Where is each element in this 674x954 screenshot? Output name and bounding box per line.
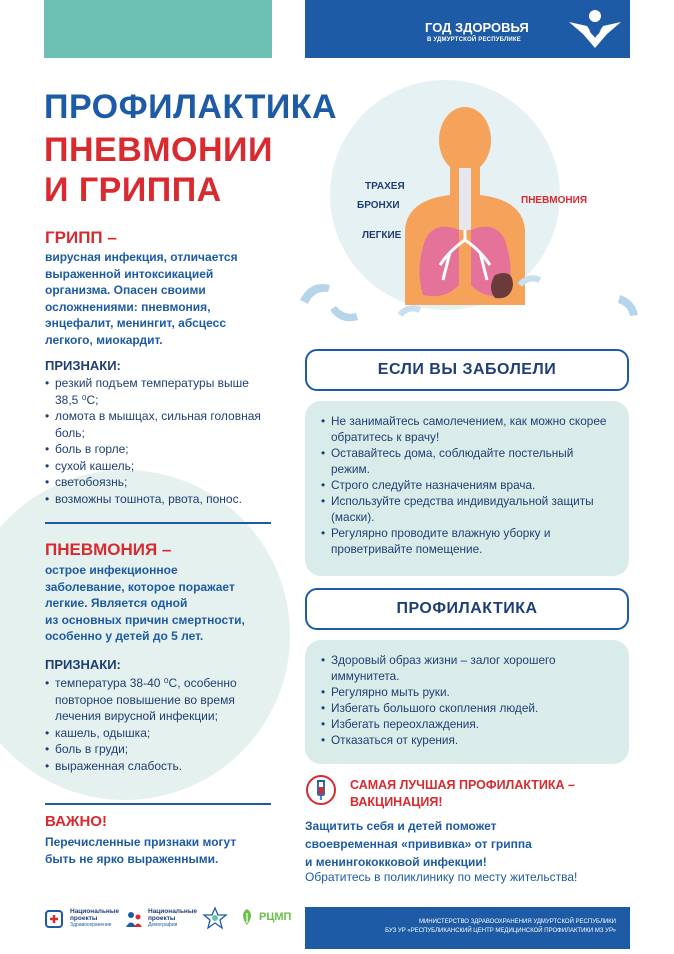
national-projects-health-logo [44, 908, 119, 929]
list-item: • Избегать большого скопления людей. [321, 700, 613, 716]
list-item: • температура 38-40 ⁰С, особенно повторное повышение во время лечения вирусной инфекции; [45, 675, 267, 725]
important-text-line: быть не ярко выраженными. [45, 851, 219, 866]
label-trachea: ТРАХЕЯ [365, 181, 405, 192]
pneumonia-signs-heading: ПРИЗНАКИ: [45, 657, 121, 672]
top-teal-bar [44, 0, 272, 58]
important-text [45, 834, 285, 867]
list-item: • кашель, одышка; [45, 725, 267, 742]
if-sick-list [321, 413, 613, 557]
if-sick-box [305, 401, 629, 576]
vaccination-heading [350, 777, 575, 811]
prevention-list [321, 652, 613, 748]
flu-description [45, 249, 285, 348]
page-title-line1: ПРОФИЛАКТИКА [44, 88, 338, 126]
list-item: • Регулярно проводите влажную уборку и проветривайте помещение. [321, 525, 613, 557]
list-item: • резкий подъем температуры выше 38,5 ⁰С; [45, 375, 270, 408]
list-item: • Регулярно мыть руки. [321, 684, 613, 700]
list-item: • Оставайтесь дома, соблюдайте постельный режим. [321, 445, 613, 477]
pneumonia-description-line: острое инфекционное [45, 563, 178, 577]
vaccination-text [305, 817, 635, 871]
flu-description-line: вирусная инфекция, отличается [45, 250, 238, 264]
vaccination-note: Обратитесь в поликлинику по месту жительства! [305, 870, 578, 884]
decorative-arc-shapes [290, 270, 650, 330]
list-item: • боль в груди; [45, 741, 267, 758]
vaccination-text-line: своевременная «прививка» от гриппа [305, 837, 532, 851]
list-item: • сухой кашель; [45, 458, 270, 475]
label-pneumonia: ПНЕВМОНИЯ [521, 195, 588, 206]
page-title-line2 [44, 130, 273, 210]
flu-signs-list [45, 375, 270, 507]
vaccination-text-line: и менингококковой инфекции! [305, 855, 487, 869]
footer-org-text [316, 918, 616, 936]
important-heading: ВАЖНО! [45, 813, 107, 830]
rcmp-logo-text: РЦМП [259, 911, 292, 923]
footer-org-line: МИНИСТЕРСТВО ЗДРАВООХРАНЕНИЯ УДМУРТСКОЙ РЕСПУБЛИКИ [418, 919, 616, 925]
page-title-line2-text: ПНЕВМОНИИ [44, 131, 273, 169]
logo-text-line: проекты [70, 915, 98, 922]
pneumonia-description-line: особенно у детей до 5 лет. [45, 629, 204, 643]
national-projects-demography-icon [124, 909, 144, 929]
label-lungs: ЛЕГКИЕ [362, 230, 402, 241]
list-item: • выраженная слабость. [45, 758, 267, 775]
list-item: • ломота в мышцах, сильная головная боль; [45, 408, 270, 441]
vaccination-heading-line1: САМАЯ ЛУЧШАЯ ПРОФИЛАКТИКА – [350, 778, 575, 792]
flu-signs-heading: ПРИЗНАКИ: [45, 358, 121, 373]
vaccine-syringe-icon [305, 774, 337, 806]
flu-description-line: осложнениями: пневмония, [45, 299, 211, 314]
year-subtitle: В УДМУРТСКОЙ РЕСПУБЛИКЕ [427, 37, 521, 43]
rcmp-logo [238, 908, 291, 926]
list-item: • Не занимайтесь самолечением, как можно скорее обратитесь к врачу! [321, 413, 613, 445]
list-item: • Здоровый образ жизни – залог хорошего иммунитета. [321, 652, 613, 684]
list-item: • светобоязнь; [45, 474, 270, 491]
national-projects-demography-text [148, 908, 197, 929]
prevention-box [305, 640, 629, 764]
list-item: • Избегать переохлаждения. [321, 716, 613, 732]
label-bronchi: БРОНХИ [357, 200, 400, 211]
pneumonia-description-line: из основных причин смертности, [45, 612, 245, 627]
flu-heading: ГРИПП – [45, 228, 117, 247]
logo-text-line: проекты [148, 915, 176, 922]
list-item: • Отказаться от курения. [321, 732, 613, 748]
flu-description-line: энцефалит, менингит, абсцесс [45, 316, 227, 330]
page-title-line3-text: И ГРИППА [44, 171, 222, 209]
national-projects-demography-logo [124, 908, 197, 929]
logo-text-line: Национальные [70, 908, 120, 915]
vaccination-heading-line2: ВАКЦИНАЦИЯ! [350, 795, 443, 809]
footer-banner [305, 907, 630, 949]
section-divider [45, 803, 271, 805]
if-sick-heading: ЕСЛИ ВЫ ЗАБОЛЕЛИ [305, 349, 629, 391]
footer-org-line: БУЗ УР «РЕСПУБЛИКАНСКИЙ ЦЕНТР МЕДИЦИНСКОЙ ПРОФИЛАКТИКИ МЗ УР» [385, 928, 616, 934]
list-item: • возможны тошнота, рвота, понос. [45, 491, 270, 508]
list-item: • Строго следуйте назначениям врача. [321, 477, 613, 493]
rcmp-leaf-icon [238, 908, 256, 926]
flu-description-line: организма. Опасен своими [45, 283, 206, 297]
prevention-heading: ПРОФИЛАКТИКА [305, 588, 629, 630]
section-divider [45, 522, 271, 524]
year-of-health-logo-icon [567, 8, 623, 50]
pneumonia-signs-list [45, 675, 267, 774]
pneumonia-description [45, 562, 290, 645]
important-text-line: Перечисленные признаки могут [45, 835, 237, 849]
pneumonia-description-line: заболевание, которое поражает [45, 579, 235, 594]
logo-text-line: Здравоохранение [70, 922, 112, 928]
national-projects-health-text [70, 908, 119, 929]
top-blue-banner [305, 0, 630, 58]
logo-text-line: Демография [148, 922, 178, 928]
list-item: • боль в горле; [45, 441, 270, 458]
pneumonia-description-line: легкие. Является одной [45, 596, 188, 610]
flu-description-line: легкого, миокардит. [45, 332, 163, 347]
flu-description-line: выраженной интоксикацией [45, 266, 214, 281]
pneumonia-heading: ПНЕВМОНИЯ – [45, 540, 172, 559]
list-item: • Используйте средства индивидуальной защиты (маски). [321, 493, 613, 525]
year-title: ГОД ЗДОРОВЬЯ [425, 20, 529, 35]
national-projects-health-icon [44, 909, 64, 929]
health-ministry-emblem-icon [202, 906, 228, 930]
vaccination-text-line: Защитить себя и детей поможет [305, 819, 497, 833]
logo-text-line: Национальные [148, 908, 198, 915]
